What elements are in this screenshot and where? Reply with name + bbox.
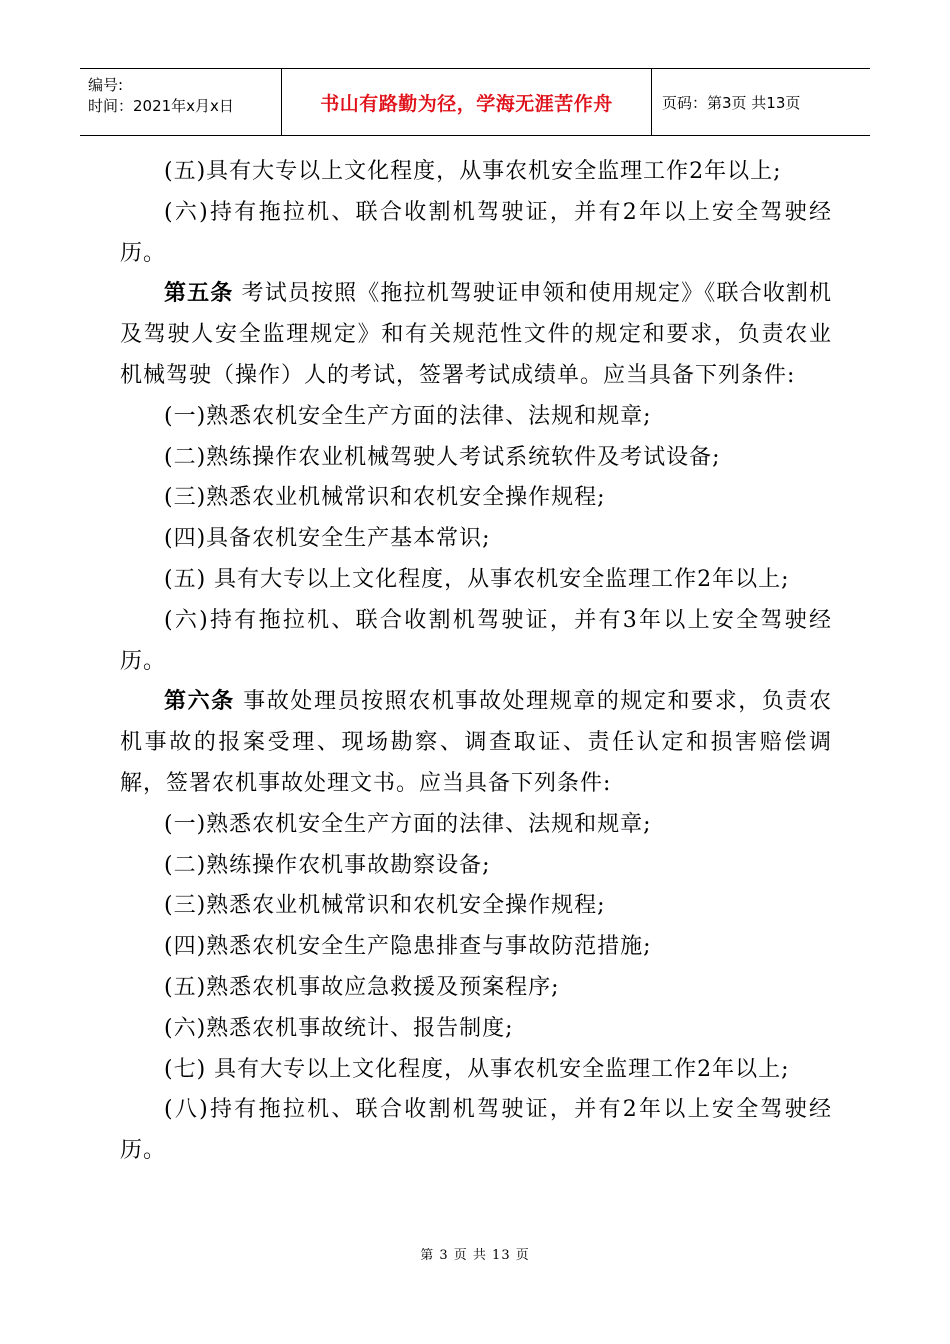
motto: 书山有路勤为径，学海无涯苦作舟 [320,92,613,115]
article-5 [120,274,832,396]
list-item: (六)熟悉农机事故统计、报告制度; [164,1015,514,1041]
document-body [120,152,832,1172]
list-item: (六)持有拖拉机、联合收割机驾驶证，并有3年以上安全驾驶经历。 [120,607,832,674]
page-info: 页码：第3页 共13页 [662,93,801,112]
time-label: 时间：2021年x月x日 [88,97,234,115]
list-item: (一)熟悉农机安全生产方面的法律、法规和规章; [164,403,652,429]
list-item: (五) 具有大专以上文化程度，从事农机安全监理工作2年以上; [164,566,790,592]
list-item: (一)熟悉农机安全生产方面的法律、法规和规章; [164,811,652,837]
list-item: (二)熟练操作农机事故勘察设备; [164,852,491,878]
paragraph: (五)具有大专以上文化程度，从事农机安全监理工作2年以上; [164,159,782,184]
list-item: (三)熟悉农业机械常识和农机安全操作规程; [164,485,606,511]
article-6-title: 第六条 [164,689,235,715]
article-5-body: 考试员按照《拖拉机驾驶证申领和使用规定》《联合收割机及驾驶人安全监理规定》和有关规范性文件的规定和要求，负责农业机械驾驶（操作）人的考试，签署考试成绩单。应当具备下列条件: [120,281,832,388]
list-item: (八)持有拖拉机、联合收割机驾驶证，并有2年以上安全驾驶经历。 [120,1097,832,1164]
list-item: (四)熟悉农机安全生产隐患排查与事故防范措施; [164,934,652,960]
page-footer: 第 3 页 共 13 页 [420,1248,530,1263]
list-item: (三)熟悉农业机械常识和农机安全操作规程; [164,893,606,919]
list-item: (七) 具有大专以上文化程度，从事农机安全监理工作2年以上; [164,1056,790,1082]
list-item: (二)熟练操作农业机械驾驶人考试系统软件及考试设备; [164,444,721,470]
list-item: (五)熟悉农机事故应急救援及预案程序; [164,974,560,1000]
header-meta [80,69,282,135]
page-header [80,68,870,136]
article-6 [120,682,832,804]
header-page-info [652,69,870,135]
header-motto-cell [282,69,652,135]
number-label: 编号: [88,76,124,94]
article-6-body: 事故处理员按照农机事故处理规章的规定和要求，负责农机事故的报案受理、现场勘察、调查取证、责任认定和损害赔偿调解，签署农机事故处理文书。应当具备下列条件: [120,689,832,796]
list-item: (四)具备农机安全生产基本常识; [164,526,491,552]
paragraph: (六)持有拖拉机、联合收割机驾驶证，并有2年以上安全驾驶经历。 [120,199,832,266]
article-5-title: 第五条 [164,281,234,307]
